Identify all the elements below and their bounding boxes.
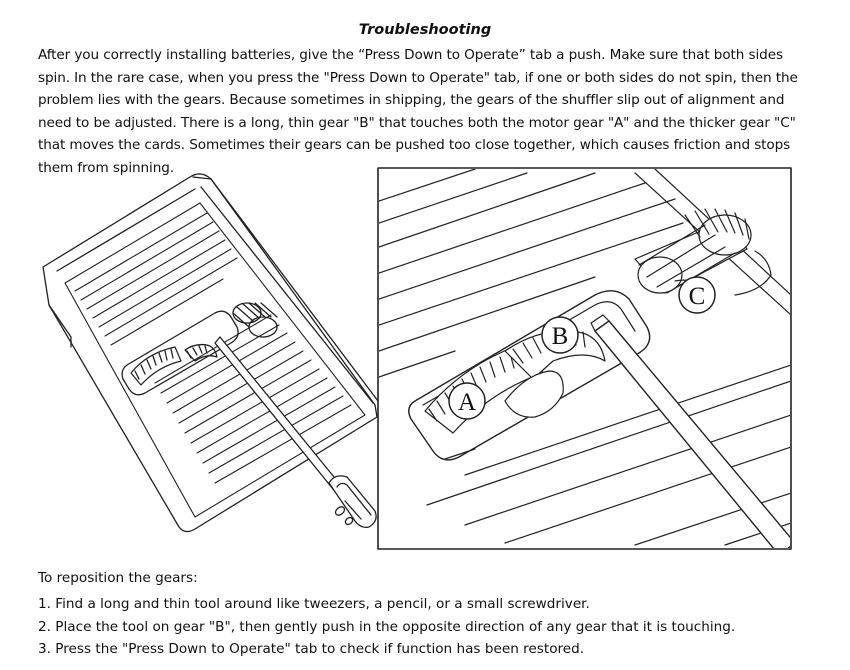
intro-paragraph: After you correctly installing batteries, give the “Press Down to Operate” tab a push. Make sure that both sides spin. In the rare case, when you press the "Press Down to Operate" tab, if one or both sides do not spin, then the problem lies with the gears. Because sometimes in shipping, the gears of the shuffler slip out of alignment and need to be adjusted. There is a long, thin gear "B" that touches both the motor gear "A" and the thicker gear "C" that moves the cards. Sometimes their gears can be pushed too close together, which causes friction and stops them from spinning. (38, 47, 798, 176)
step-item: 3. Press the "Press Down to Operate" tab to check if function has been restored. (38, 641, 585, 657)
steps-heading: To reposition the gears: (38, 570, 198, 586)
gear-b-label: B (551, 323, 569, 350)
gear-c-label: C (688, 283, 706, 310)
page-title: Troubleshooting (358, 22, 492, 38)
steps-list (38, 593, 735, 661)
shuffler-overview-drawing (43, 174, 378, 532)
gear-illustration (35, 165, 800, 555)
step-item: 1. Find a long and thin tool around like tweezers, a pencil, or a small screwdriver. (38, 596, 590, 612)
step-item: 2. Place the tool on gear "B", then gently push in the opposite direction of any gear that it is touching. (38, 618, 736, 635)
gear-closeup-drawing (378, 168, 795, 555)
gear-a-label: A (457, 389, 477, 416)
